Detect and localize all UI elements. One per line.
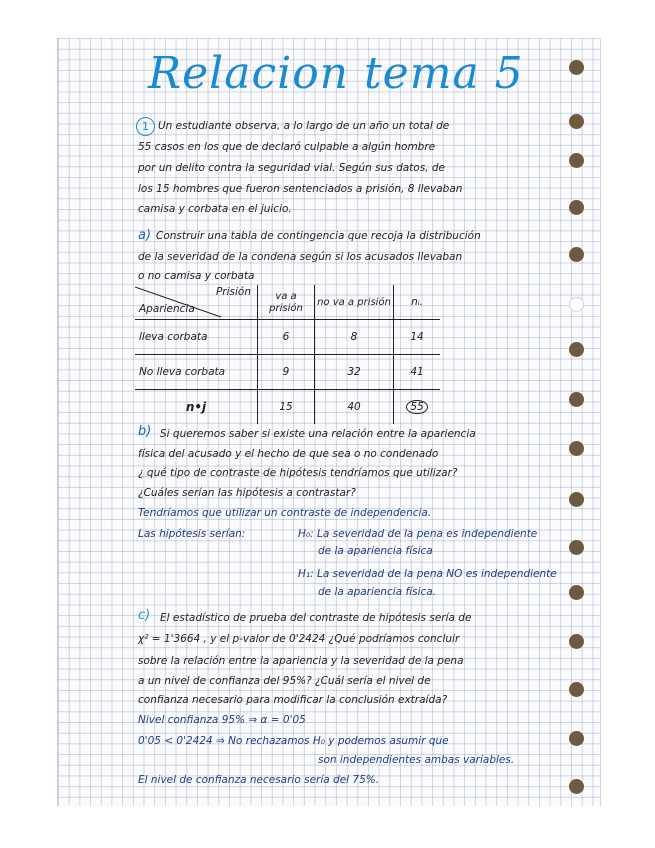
table-totals-row — [135, 390, 440, 425]
row-label: No lleva corbata — [135, 355, 258, 390]
table-cell: 32 — [315, 355, 394, 390]
problem-line: los 15 hombres que fueron sentenciados a prisión, 8 llevaban — [138, 183, 463, 195]
table-cell: 14 — [394, 320, 441, 355]
part-a-line: o no camisa y corbata — [138, 270, 255, 282]
contingency-table — [135, 285, 440, 424]
table-cell: 9 — [258, 355, 315, 390]
part-b-line: ¿ qué tipo de contraste de hipótesis tendríamos que utilizar? — [138, 467, 458, 479]
binder-hole-icon — [569, 441, 584, 456]
table-cell: 41 — [394, 355, 441, 390]
binder-hole-icon — [569, 247, 584, 262]
part-c-label: c) — [138, 608, 151, 623]
binder-hole-icon — [569, 342, 584, 357]
h1-line: de la apariencia física. — [318, 586, 437, 598]
binder-hole-icon — [569, 585, 584, 600]
part-b-line: ¿Cuáles serían las hipótesis a contrastar? — [138, 487, 356, 499]
binder-hole-icon — [569, 492, 584, 507]
row-label: lleva corbata — [135, 320, 258, 355]
problem-line: Un estudiante observa, a lo largo de un año un total de — [158, 120, 450, 132]
part-b-answer: Tendríamos que utilizar un contraste de independencia. — [138, 507, 432, 519]
part-c-answer: son independientes ambas variables. — [318, 754, 515, 766]
table-row — [135, 355, 440, 390]
page-title: Relacion tema 5 — [148, 48, 524, 99]
table-header-row — [135, 285, 440, 320]
part-a-line: Construir una tabla de contingencia que recoja la distribución — [156, 230, 481, 242]
part-c-line: confianza necesario para modificar la conclusión extraída? — [138, 694, 448, 706]
binder-hole-icon — [569, 779, 584, 794]
part-b-line: física del acusado y el hecho de que sea o no condenado — [138, 448, 439, 460]
total-cell — [394, 390, 441, 425]
column-header: va a prisión — [258, 285, 315, 320]
column-header: nᵢ. — [394, 285, 441, 320]
h1-line: H₁: La severidad de la pena NO es independiente — [298, 568, 557, 580]
problem-number: 1 — [136, 117, 155, 136]
binder-hole-icon — [569, 392, 584, 407]
binder-hole-icon — [569, 153, 584, 168]
binder-hole-icon — [569, 731, 584, 746]
problem-line: camisa y corbata en el juicio. — [138, 203, 292, 215]
problem-line: 55 casos en los que de declaró culpable a algún hombre — [138, 141, 436, 153]
binder-hole-icon — [569, 200, 584, 215]
part-b-label: b) — [138, 424, 152, 439]
problem-line: por un delito contra la seguridad vial. Según sus datos, de — [138, 162, 446, 174]
part-c-answer: Nivel confianza 95% ⇒ α = 0'05 — [138, 714, 306, 726]
part-c-answer: El nivel de confianza necesario sería del 75%. — [138, 774, 380, 786]
binder-hole-icon — [569, 682, 584, 697]
part-c-answer: 0'05 < 0'2424 ⇒ No rechazamos H₀ y podemos asumir que — [138, 735, 449, 747]
part-c-line: χ² = 1'3664 , y el p-valor de 0'2424 ¿Qué podríamos concluir — [138, 633, 460, 645]
part-b-line: Si queremos saber si existe una relación entre la apariencia — [160, 428, 476, 440]
binder-hole-icon — [569, 114, 584, 129]
table-cell: 6 — [258, 320, 315, 355]
part-c-line: El estadístico de prueba del contraste de hipótesis sería de — [160, 612, 472, 624]
grand-total: 55 — [406, 400, 427, 414]
part-c-line: sobre la relación entre la apariencia y la severidad de la pena — [138, 655, 464, 667]
part-a-line: de la severidad de la condena según si los acusados llevaban — [138, 251, 463, 263]
binder-hole-icon — [569, 540, 584, 555]
binder-hole-icon — [569, 297, 584, 312]
part-a-label: a) — [138, 228, 152, 243]
column-header: no va a prisión — [315, 285, 394, 320]
table-row — [135, 320, 440, 355]
total-cell: 15 — [258, 390, 315, 425]
h0-line: H₀: La severidad de la pena es independiente — [298, 528, 538, 540]
part-b-hypotheses-intro: Las hipótesis serían: — [138, 528, 246, 540]
h0-line: de la apariencia física — [318, 545, 433, 557]
totals-label: n•j — [135, 390, 258, 425]
table-cell: 8 — [315, 320, 394, 355]
part-c-line: a un nivel de confianza del 95%? ¿Cuál sería el nivel de — [138, 675, 431, 687]
corner-bottom-label: Apariencia — [139, 303, 195, 315]
binder-hole-icon — [569, 634, 584, 649]
binder-hole-icon — [569, 60, 584, 75]
table-corner-cell — [135, 285, 258, 320]
total-cell: 40 — [315, 390, 394, 425]
corner-top-label: Prisión — [215, 286, 251, 298]
